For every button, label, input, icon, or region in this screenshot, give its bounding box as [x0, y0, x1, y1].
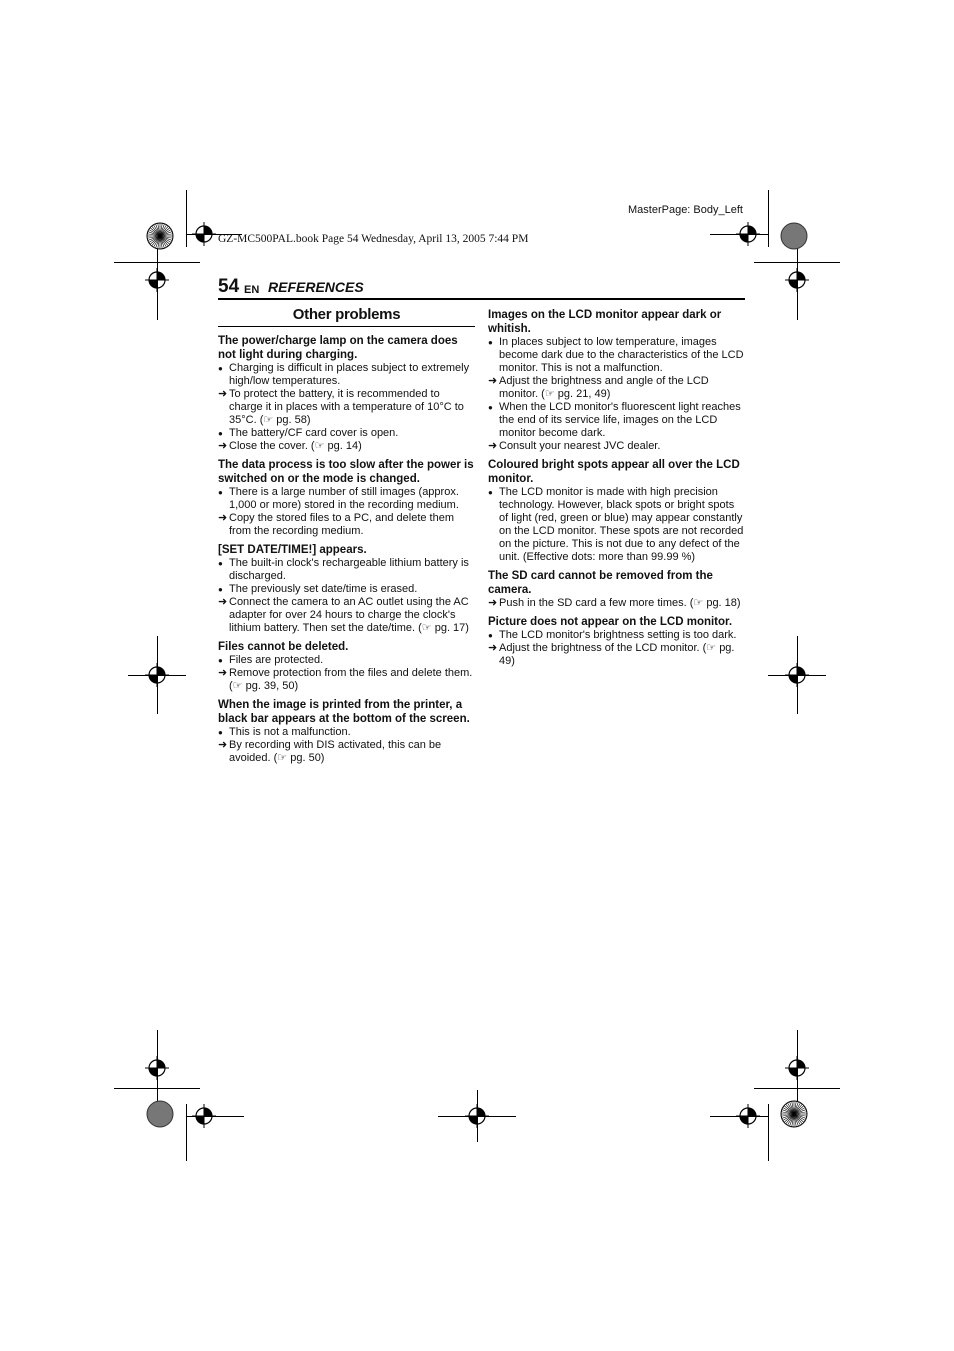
item-text: Connect the camera to an AC outlet using the AC adapter for over 24 hours to charge the clock's lithium battery. Then set the date/time. (☞ pg. 17): [229, 596, 469, 634]
left-column: [218, 308, 475, 770]
problem-group: [218, 640, 475, 693]
crop-line: [477, 1090, 478, 1142]
right-column-body: [488, 308, 745, 668]
crop-line: [114, 1088, 200, 1089]
left-column-body: [218, 334, 475, 765]
remedy-item: [218, 596, 475, 635]
crop-line: [768, 1104, 769, 1161]
crop-line: [186, 190, 187, 247]
language-code: EN: [244, 284, 260, 296]
crop-line: [157, 1030, 158, 1108]
crop-line: [186, 1104, 187, 1161]
crop-line: [768, 190, 769, 247]
problem-group: [218, 458, 475, 538]
item-text: The battery/CF card cover is open.: [229, 427, 399, 439]
remedy-item: [488, 440, 745, 453]
arrow-icon: ➜: [218, 667, 228, 679]
arrow-icon: ➜: [488, 375, 498, 387]
arrow-icon: ➜: [488, 642, 498, 654]
bullet-icon: ●: [218, 364, 223, 373]
crop-line: [710, 234, 768, 235]
problem-group: [488, 569, 745, 610]
bullet-icon: ●: [488, 403, 493, 412]
cause-item: [488, 336, 745, 375]
arrow-icon: ➜: [218, 388, 228, 400]
cause-item: [218, 362, 475, 388]
item-text: Adjust the brightness and angle of the LCD monitor. (☞ pg. 21, 49): [499, 375, 709, 400]
cause-item: [218, 427, 475, 440]
item-text: Close the cover. (☞ pg. 14): [229, 440, 362, 452]
cause-item: [488, 486, 745, 564]
problem-group: [218, 334, 475, 453]
crop-line: [128, 675, 186, 676]
item-text: In places subject to low temperature, images become dark due to the characteristics of the LCD monitor. This is not a malfunction.: [499, 336, 744, 374]
starburst-icon: [780, 1100, 808, 1128]
arrow-icon: ➜: [218, 739, 228, 751]
problem-group: [488, 458, 745, 564]
grey-disc-icon: [780, 222, 808, 250]
problem-question: Files cannot be deleted.: [218, 641, 349, 653]
book-info-line: GZ-MC500PAL.book Page 54 Wednesday, April 13, 2005 7:44 PM: [218, 233, 529, 245]
arrow-icon: ➜: [218, 512, 228, 524]
item-text: By recording with DIS activated, this can be avoided. (☞ pg. 50): [229, 739, 442, 764]
master-page-label: MasterPage: Body_Left: [628, 204, 743, 216]
item-text: Charging is difficult in places subject to extremely high/low temperatures.: [229, 362, 470, 387]
crop-line: [768, 675, 826, 676]
page-header: [218, 278, 745, 300]
section-name: REFERENCES: [268, 279, 364, 295]
remedy-item: [218, 512, 475, 538]
item-text: There is a large number of still images (approx. 1,000 or more) stored in the recording medium.: [229, 486, 459, 511]
bullet-icon: ●: [488, 631, 493, 640]
remedy-item: [218, 739, 475, 765]
cause-item: [488, 629, 745, 642]
problem-question: Picture does not appear on the LCD monitor.: [488, 616, 733, 628]
bullet-icon: ●: [218, 488, 223, 497]
bullet-icon: ●: [488, 338, 493, 347]
remedy-item: [218, 388, 475, 427]
problem-group: [218, 698, 475, 765]
problem-question: The data process is too slow after the power is switched on or the mode is changed.: [218, 459, 474, 485]
cause-item: [218, 486, 475, 512]
problem-question: Images on the LCD monitor appear dark or whitish.: [488, 309, 722, 335]
crop-line: [797, 1030, 798, 1108]
problem-question: [SET DATE/TIME!] appears.: [218, 544, 367, 556]
remedy-item: [488, 642, 745, 668]
problem-group: [488, 308, 745, 453]
crop-line: [710, 1116, 768, 1117]
crop-line: [157, 240, 158, 320]
item-text: Files are protected.: [229, 654, 324, 666]
item-text: The built-in clock's rechargeable lithium battery is discharged.: [229, 557, 469, 582]
bullet-icon: ●: [488, 488, 493, 497]
arrow-icon: ➜: [488, 597, 498, 609]
item-text: When the LCD monitor's fluorescent light reaches the end of its service life, images on the LCD monitor become dark.: [499, 401, 741, 439]
problem-group: [488, 615, 745, 668]
remedy-item: [218, 667, 475, 693]
item-text: The LCD monitor's brightness setting is too dark.: [499, 629, 737, 641]
cause-item: [488, 401, 745, 440]
item-text: Remove protection from the files and delete them. (☞ pg. 39, 50): [229, 667, 473, 692]
bullet-icon: ●: [218, 559, 223, 568]
remedy-item: [488, 597, 745, 610]
cause-item: [218, 583, 475, 596]
starburst-icon: [146, 222, 174, 250]
problem-group: [218, 543, 475, 635]
bullet-icon: ●: [218, 429, 223, 438]
remedy-item: [218, 440, 475, 453]
arrow-icon: ➜: [218, 440, 228, 452]
crop-line: [797, 240, 798, 320]
item-text: The previously set date/time is erased.: [229, 583, 418, 595]
item-text: Adjust the brightness of the LCD monitor. (☞ pg. 49): [499, 642, 735, 667]
bullet-icon: ●: [218, 656, 223, 665]
problem-question: When the image is printed from the printer, a black bar appears at the bottom of the screen.: [218, 699, 470, 725]
item-text: This is not a malfunction.: [229, 726, 351, 738]
cause-item: [218, 726, 475, 739]
crop-line: [754, 1088, 840, 1089]
item-text: To protect the battery, it is recommended to charge it in places with a temperature of 10°C to 35°C. (☞ pg. 58): [229, 388, 464, 426]
item-text: Copy the stored files to a PC, and delete them from the recording medium.: [229, 512, 455, 537]
problem-question: The power/charge lamp on the camera does not light during charging.: [218, 335, 458, 361]
problem-question: The SD card cannot be removed from the camera.: [488, 570, 713, 596]
page-number: 54: [218, 276, 240, 297]
remedy-item: [488, 375, 745, 401]
bullet-icon: ●: [218, 585, 223, 594]
item-text: The LCD monitor is made with high precision technology. However, black spots or bright spots of light (red, green or blue) may appear constantly on the LCD monitor. These spots are not recorded on the picture. This is not due to any defect of the unit. (Effective dots: more than 99.99 %): [499, 486, 744, 563]
bullet-icon: ●: [218, 728, 223, 737]
section-title: Other problems: [218, 308, 475, 327]
item-text: Push in the SD card a few more times. (☞ pg. 18): [499, 597, 741, 609]
crop-line: [186, 1116, 244, 1117]
problem-question: Coloured bright spots appear all over the LCD monitor.: [488, 459, 740, 485]
arrow-icon: ➜: [488, 440, 498, 452]
arrow-icon: ➜: [218, 596, 228, 608]
grey-disc-icon: [146, 1100, 174, 1128]
cause-item: [218, 654, 475, 667]
right-column: [488, 308, 745, 673]
item-text: Consult your nearest JVC dealer.: [499, 440, 661, 452]
cause-item: [218, 557, 475, 583]
